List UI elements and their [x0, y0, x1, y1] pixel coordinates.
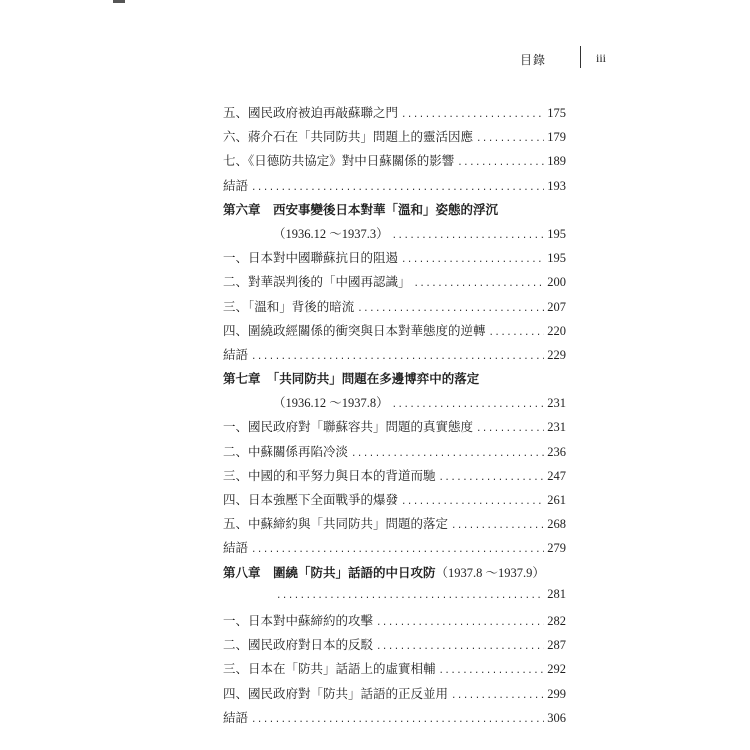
- running-head-page-number: iii: [596, 51, 607, 65]
- dot-leader: [451, 521, 544, 531]
- chapter-title-text: 第八章 圍繞「防共」話語的中日攻防: [223, 564, 436, 580]
- toc-entry-title: 一、日本對中蘇締約的攻擊: [223, 612, 374, 628]
- dot-leader: [251, 352, 544, 362]
- dot-leader: [401, 110, 544, 120]
- toc-entry: [223, 417, 566, 441]
- toc-entry-title: 結語: [223, 709, 249, 725]
- toc-entry-title: 結語: [223, 177, 249, 193]
- toc-chapter-heading: [223, 563, 566, 587]
- toc-entry: [223, 151, 566, 175]
- dot-leader: [476, 134, 544, 144]
- dot-leader: [251, 183, 544, 193]
- toc-entry-page: 195: [547, 226, 566, 241]
- toc-entry-title: 三、日本在「防共」話語上的虛實相輔: [223, 661, 436, 677]
- toc-entry-title: 五、國民政府被迫再敲蘇聯之門: [223, 105, 399, 120]
- toc-entry-page: 282: [547, 613, 566, 628]
- dot-leader: [451, 691, 544, 701]
- toc-entry: [223, 538, 566, 562]
- toc-entry: [223, 248, 566, 272]
- toc-entry-title: 結語: [223, 346, 249, 362]
- toc-entry-title: 五、中蘇締約與「共同防共」問題的落定: [223, 516, 449, 532]
- toc-entry: [223, 635, 566, 659]
- toc-entry-title: 三、中國的和平努力與日本的背道而馳: [223, 467, 436, 483]
- dot-leader: [439, 473, 545, 483]
- toc-entry-page: 299: [547, 686, 566, 701]
- toc-entry: [223, 272, 566, 296]
- toc-entry: [223, 659, 566, 683]
- toc-entry-page: 247: [547, 468, 566, 483]
- dot-leader: [276, 591, 544, 601]
- toc-entry-title: 一、日本對中國聯蘇抗日的阻遏: [223, 250, 399, 266]
- dot-leader: [376, 618, 544, 628]
- toc-entry-title: 四、圍繞政經關係的衝突與日本對華態度的逆轉: [223, 322, 486, 338]
- dot-leader: [392, 400, 545, 410]
- toc-entry: [223, 103, 566, 127]
- toc-entry: [223, 127, 566, 151]
- chapter-title: 第七章 「共同防共」問題在多邊博弈中的落定: [223, 371, 480, 387]
- toc-entry-title: 一、國民政府對「聯蘇容共」問題的真實態度: [223, 419, 474, 435]
- table-of-contents: [223, 103, 566, 732]
- chapter-date-range: （1936.12 ～1937.3）: [273, 226, 389, 241]
- chapter-title: [223, 563, 545, 581]
- toc-entry: [223, 708, 566, 732]
- dot-leader: [489, 328, 545, 338]
- dot-leader: [401, 497, 544, 507]
- toc-entry-page: 189: [547, 154, 566, 169]
- dot-leader: [376, 642, 544, 652]
- toc-entry-page: 195: [547, 251, 566, 266]
- dot-leader: [351, 449, 544, 459]
- toc-entry-page: 236: [547, 444, 566, 459]
- toc-entry-page: 220: [547, 323, 566, 338]
- toc-chapter-heading: [223, 200, 566, 224]
- dot-leader: [457, 158, 544, 168]
- chapter-date-range: （1937.8 ～1937.9）: [435, 565, 545, 580]
- toc-entry-title: 三、「溫和」背後的暗流: [223, 298, 355, 314]
- dot-leader: [251, 715, 544, 725]
- toc-entry: [223, 321, 566, 345]
- toc-entry: [223, 466, 566, 490]
- toc-entry: [223, 345, 566, 369]
- dot-leader: [439, 666, 545, 676]
- toc-entry-title: 結語: [223, 540, 249, 556]
- chapter-title: 第六章 西安事變後日本對華「溫和」姿態的浮沉: [223, 201, 499, 217]
- toc-entry-page: 231: [547, 420, 566, 435]
- toc-entry-page: 281: [547, 586, 566, 601]
- toc-entry-page: 306: [547, 710, 566, 725]
- chapter-date-range: （1936.12 ～1937.8）: [273, 396, 389, 411]
- toc-chapter-dates: [223, 393, 566, 417]
- toc-entry-title: 四、日本強壓下全面戰爭的爆發: [223, 492, 399, 507]
- toc-entry-page: 229: [547, 347, 566, 362]
- toc-entry-page: 179: [547, 130, 566, 145]
- toc-entry: [223, 611, 566, 635]
- toc-entry: [223, 176, 566, 200]
- toc-entry-page: 287: [547, 638, 566, 653]
- running-head-title: 目錄: [520, 53, 547, 67]
- toc-chapter-dates: [223, 587, 566, 611]
- crop-mark: [113, 0, 125, 3]
- toc-entry-page: 175: [547, 106, 566, 120]
- toc-entry-page: 292: [547, 662, 566, 677]
- toc-entry-title: 二、中蘇關係再陷冷淡: [223, 443, 349, 459]
- dot-leader: [392, 231, 545, 241]
- dot-leader: [414, 279, 545, 289]
- running-head-divider: [580, 46, 581, 68]
- toc-chapter-dates: [223, 224, 566, 248]
- toc-entry-title: 二、國民政府對日本的反駁: [223, 637, 374, 653]
- dot-leader: [251, 545, 544, 555]
- running-head: [520, 50, 630, 70]
- dot-leader: [476, 424, 544, 434]
- toc-entry-page: 207: [547, 299, 566, 314]
- toc-entry-page: 231: [547, 396, 566, 411]
- toc-entry-title: 七、《日德防共協定》對中日蘇關係的影響: [223, 153, 455, 169]
- dot-leader: [357, 304, 544, 314]
- toc-entry-title: 六、蔣介石在「共同防共」問題上的靈活因應: [223, 129, 474, 145]
- toc-entry-page: 279: [547, 541, 566, 556]
- toc-entry: [223, 490, 566, 514]
- toc-entry-title: 二、對華誤判後的「中國再認識」: [223, 274, 411, 290]
- toc-entry: [223, 514, 566, 538]
- dot-leader: [401, 255, 544, 265]
- toc-entry-page: 268: [547, 517, 566, 532]
- toc-entry: [223, 297, 566, 321]
- toc-entry-page: 193: [547, 178, 566, 193]
- toc-entry-page: 261: [547, 493, 566, 507]
- toc-entry: [223, 684, 566, 708]
- toc-chapter-heading: [223, 369, 566, 393]
- toc-entry: [223, 442, 566, 466]
- toc-entry-page: 200: [547, 275, 566, 290]
- toc-entry-title: 四、國民政府對「防共」話語的正反並用: [223, 685, 449, 701]
